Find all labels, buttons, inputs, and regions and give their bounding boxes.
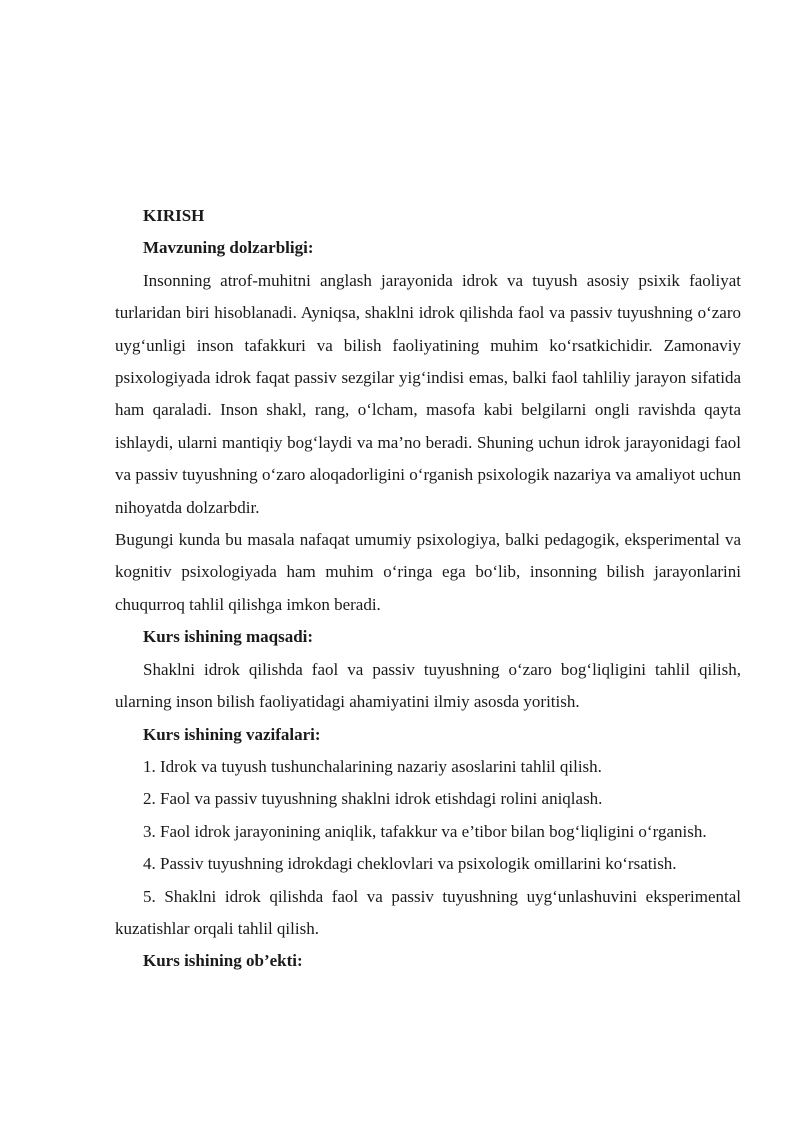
document-page — [115, 200, 741, 978]
task-number: 4. — [143, 854, 156, 874]
task-item — [115, 751, 741, 783]
relevance-paragraph-1: Insonning atrof-muhitni anglash jarayonida idrok va tuyush asosiy psixik faoliyat turlaridan biri hisoblanadi. Ayniqsa, shaklni idrok qilishda faol va passiv tuyushning oʻzaro uygʻunligi inson tafakkuri va bilish faoliyatining muhim koʻrsatkichidir. Zamonaviy psixologiyada idrok faqat passiv sezgilar yigʻindisi emas, balki faol tahliliy jarayon sifatida ham qaraladi. Inson shakl, rang, oʻlcham, masofa kabi belgilarni ongli ravishda qayta ishlaydi, ularni mantiqiy bogʻlaydi va ma’no beradi. Shuning uchun idrok jarayonidagi faol va passiv tuyushning oʻzaro aloqadorligini oʻrganish psixologik nazariya va amaliyot uchun nihoyatda dolzarbdir. — [115, 270, 741, 517]
goal-paragraph: Shaklni idrok qilishda faol va passiv tuyushning oʻzaro bogʻliqligini tahlil qilish, ularning inson bilish faoliyatidagi ahamiyatini ilmiy asosda yoritish. — [115, 659, 741, 712]
tasks-heading: Kurs ishining vazifalari: — [143, 724, 321, 744]
goal-heading: Kurs ishining maqsadi: — [143, 627, 314, 647]
task-number: 3. — [143, 821, 156, 841]
task-item — [115, 881, 741, 946]
task-text: Passiv tuyushning idrokdagi cheklovlari va psixologik omillarini koʻrsatish. — [160, 854, 677, 874]
relevance-paragraph-2: Bugungi kunda bu masala nafaqat umumiy psixologiya, balki pedagogik, eksperimental va kognitiv psixologiyada ham muhim oʻringa ega boʻlib, insonning bilish jarayonlarini chuqurroq tahlil qilishga imkon beradi. — [115, 530, 741, 614]
task-number: 2. — [143, 789, 156, 809]
task-text: Shaklni idrok qilishda faol va passiv tuyushning uygʻunlashuvini eksperimental kuzatishlar orqali tahlil qilish. — [115, 886, 741, 938]
object-heading: Kurs ishining ob’ekti: — [143, 951, 303, 971]
task-number: 5. — [143, 886, 156, 906]
task-item — [115, 816, 741, 848]
task-text: Idrok va tuyush tushunchalarining nazariy asoslarini tahlil qilish. — [160, 756, 602, 776]
task-item — [115, 783, 741, 815]
section-title: KIRISH — [143, 206, 205, 225]
task-text: Faol va passiv tuyushning shaklni idrok etishdagi rolini aniqlash. — [160, 789, 603, 809]
task-number: 1. — [143, 756, 156, 776]
task-item — [115, 848, 741, 880]
task-text: Faol idrok jarayonining aniqlik, tafakkur va e’tibor bilan bogʻliqligini oʻrganish. — [160, 821, 707, 841]
relevance-heading: Mavzuning dolzarbligi: — [143, 238, 314, 258]
